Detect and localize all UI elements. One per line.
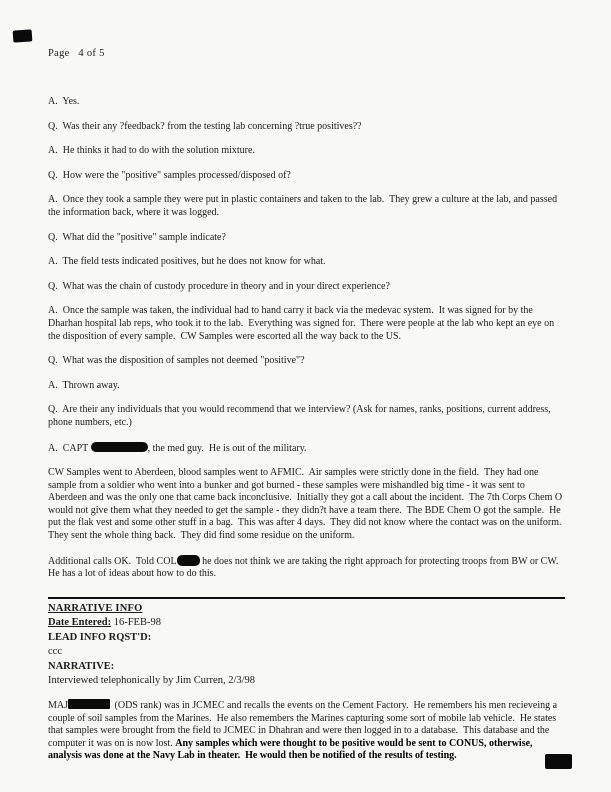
answer-line: A. Once the sample was taken, the individual had to hand carry it back via the medevac system. It was signed for by the Dharhan hospital lab reps, who took it to the lab. Everything was signed for. There were people at the lab who kept an eye on the disposition of every sample. CW Samples were escorted all the way back to the US. — [48, 305, 557, 342]
lead-info-label: LEAD INFO RQST'D: — [48, 631, 152, 643]
interviewed-line: Interviewed telephonically by Jim Curren, 2/3/98 — [48, 675, 256, 687]
ccc-line: ccc — [48, 646, 62, 658]
maj-mid: (ODS rank) was in JCMEC and recalls the events on the Cement Factory. He remembers his men recieveing a couple of soil samples from the Marines. He also remembers the Marines capturing some sort of mobile lab vehicle. He states that samples were brought from the field to JCMEC in Dhahran and were then logged in to a database. This database and the computer it was on is now lost. — [48, 699, 560, 749]
date-entered-label: Date Entered: — [48, 617, 112, 628]
additional-post: he does not think we are taking the right approach for protecting troops from BW or CW. He has a lot of ideas about how to do this. — [48, 555, 564, 580]
question-line: Q. Was their any ?feedback? from the testing lab concerning ?true positives?? — [48, 120, 362, 132]
answer-line: A. Once they took a sample they were put in plastic containers and taken to the lab. They grew a culture at the lab, and passed the information back, where it was logged. — [48, 194, 560, 218]
redaction-bar — [68, 699, 110, 709]
interview-transcript — [48, 96, 567, 593]
answer-line: A. He thinks it had to do with the solution mixture. — [48, 145, 255, 157]
maj-emphasized-text: Any samples which were thought to be positive would be sent to CONUS, otherwise, analysis was done at the Navy Lab in theater. He would then be notified of the results of testing. — [48, 737, 536, 762]
redaction-bar — [91, 442, 148, 452]
section-divider — [48, 597, 565, 599]
page-number: Page 4 of 5 — [48, 48, 105, 59]
redaction-bar — [177, 555, 200, 566]
narrative-info-section — [48, 597, 565, 763]
answer-line: A. Yes. — [48, 96, 80, 107]
scan-artifact-icon — [13, 29, 33, 42]
question-line: Q. What was the chain of custody procedure in theory and in your direct experience? — [48, 280, 390, 292]
capt-line-pre: A. CAPT — [48, 442, 91, 454]
narrative-info-heading: NARRATIVE INFO — [48, 603, 143, 614]
narrative-label: NARRATIVE: — [48, 660, 115, 672]
answer-line: A. The field tests indicated positives, but he does not know for what. — [48, 256, 326, 268]
maj-paragraph — [48, 699, 565, 763]
date-entered-line — [48, 616, 565, 631]
additional-pre: Additional calls OK. Told COL — [48, 555, 177, 567]
redaction-block-bottom-right — [545, 754, 572, 769]
answer-line-capt — [48, 442, 563, 456]
answer-line: A. Thrown away. — [48, 379, 120, 391]
question-line: Q. Are their any individuals that you would recommend that we interview? (Ask for names, ranks, positions, current address, phone numbers, etc.) — [48, 404, 554, 428]
question-line: Q. What did the "positive" sample indicate? — [48, 231, 226, 243]
additional-calls-paragraph — [48, 555, 563, 581]
question-line: Q. What was the disposition of samples not deemed "positive"? — [48, 355, 305, 367]
maj-pre: MAJ — [48, 699, 69, 711]
date-entered-value: 16-FEB-98 — [111, 617, 161, 628]
capt-line-post: , the med guy. He is out of the military. — [147, 442, 307, 454]
cw-samples-paragraph: CW Samples went to Aberdeen, blood samples went to AFMIC. Air samples were strictly done in the field. They had one sample from a soldier who went into a bunker and got burned - these samples were mishandled big time - it was sent to Aberdeen and was the only one that came back inconclusive. Initially they got a call about the incident. The 7th Corps Chem O would not give them what they needed to get the sample - they didn?t have a team there. The BDE Chem O got the sample. He put the flak vest and some other stuff in a bag. This was after 4 days. They did not know where the contact was on the uniform. They sent the whole thing back. They did find some residue on the uniform. — [48, 467, 567, 542]
question-line: Q. How were the "positive" samples processed/disposed of? — [48, 169, 291, 181]
